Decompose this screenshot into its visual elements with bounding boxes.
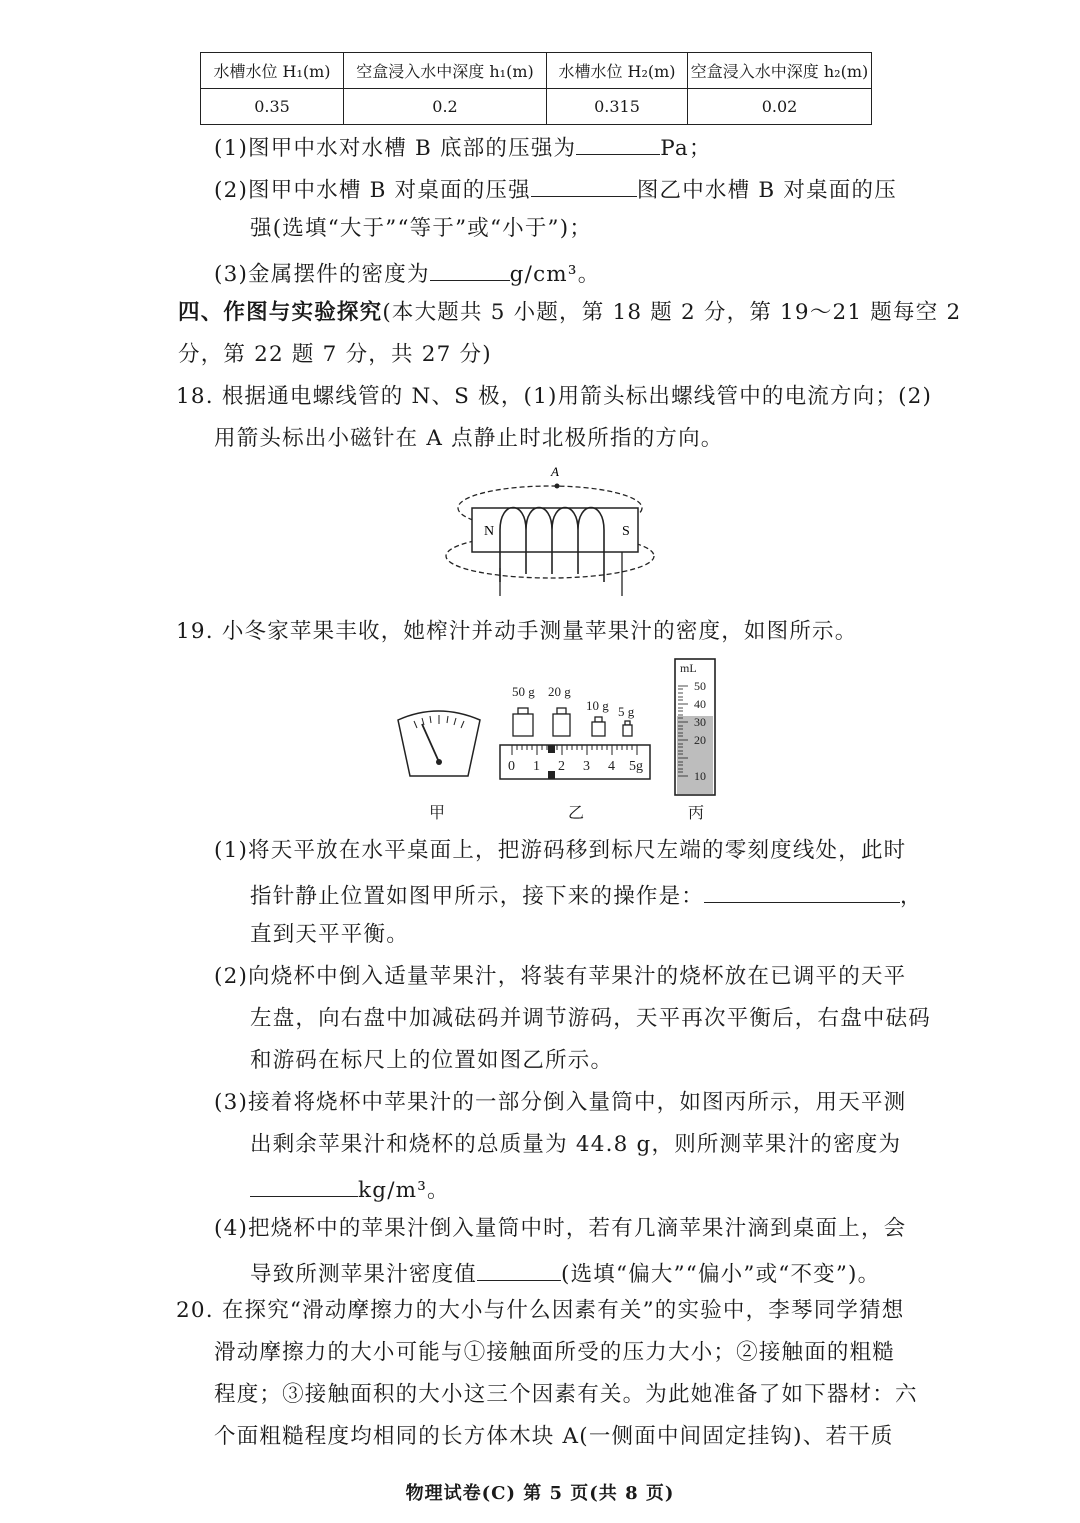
q19-part4-line1: (4)把烧杯中的苹果汁倒入量筒中时，若有几滴苹果汁滴到桌面上，会 [214,1216,907,1241]
solenoid-figure [440,460,660,600]
q19-part1-line2 [250,878,923,912]
q19-part3-line3 [250,1172,450,1206]
cylinder-tick-label: 50 [694,679,706,693]
table-header: 水槽水位 H₂(m) [547,53,688,89]
s-pole-label: S [622,524,630,539]
table-cell: 0.315 [547,89,688,125]
ruler-tick-label: 5g [629,759,643,774]
section-title: 四、作图与实验探究 [178,300,383,325]
q17-part3-text: (3)金属摆件的密度为 [214,262,430,287]
q20-line2: 滑动摩擦力的大小可能与①接触面所受的压力大小；②接触面的粗糙 [214,1340,896,1365]
q17-part2 [214,172,897,206]
q17-part2-cont: 强(选填“大于”“等于”或“小于”)； [250,216,593,241]
table-header: 空盒浸入水中深度 h₂(m) [688,53,872,89]
cylinder-tick-label: 20 [694,733,706,747]
q19-intro: 19. 小冬家苹果丰收，她榨汁并动手测量苹果汁的密度，如图所示。 [176,619,858,644]
q17-part1-unit: Pa； [660,136,712,161]
ruler-tick-label: 2 [558,759,565,774]
section-header [178,298,961,328]
table-cell: 0.02 [688,89,872,125]
q19-part3-unit: kg/m³。 [358,1178,450,1203]
table-cell: 0.2 [344,89,547,125]
section-desc-cont: 分，第 22 题 7 分，共 27 分) [178,342,492,367]
weight-10g-knob [595,717,602,722]
cylinder-tick-label: 40 [694,697,706,711]
fig-label-jia: 甲 [429,803,446,822]
q19-part1-text: 指针静止位置如图甲所示，接下来的操作是： [250,884,705,909]
q19-part1-line3: 直到天平平衡。 [250,922,409,947]
balance-pointer-figure [388,700,488,780]
q19-part4-line2 [250,1256,880,1290]
weight-50g [513,714,533,736]
q17-part2-text: (2)图甲中水槽 B 对桌面的压强 [214,178,531,203]
cylinder-tick-label: 10 [694,769,706,783]
weight-label-20g: 20 g [548,684,571,699]
weight-10g [592,722,605,736]
q19-part3-line2: 出剩余苹果汁和烧杯的总质量为 44.8 g，则所测苹果汁的密度为 [250,1132,902,1157]
table-header: 空盒浸入水中深度 h₁(m) [344,53,547,89]
q17-part3 [214,256,600,290]
scale-ruler [500,745,650,779]
q17-part1-text: (1)图甲中水对水槽 B 底部的压强为 [214,136,577,161]
weight-label-5g: 5 g [618,704,635,719]
table-header: 水槽水位 H₁(m) [201,53,344,89]
answer-blank[interactable] [250,1172,358,1197]
rider-top [548,745,555,753]
q20-line3: 程度；③接触面积的大小这三个因素有关。为此她准备了如下器材：六 [214,1382,918,1407]
data-table [200,52,872,125]
answer-blank[interactable] [531,172,637,197]
answer-blank[interactable] [576,130,660,155]
q19-part3-line1: (3)接着将烧杯中苹果汁的一部分倒入量筒中，如图丙所示，用天平测 [214,1090,907,1115]
weight-50g-knob [518,708,528,714]
point-a-label: A [551,464,559,479]
point-a [555,484,560,489]
fig-label-bing: 丙 [688,803,705,822]
q20-line1: 20. 在探究“滑动摩擦力的大小与什么因素有关”的实验中，李琴同学猜想 [176,1298,905,1323]
answer-blank[interactable] [430,256,510,281]
weight-5g [623,725,632,736]
table-header-row [201,53,872,89]
cylinder-unit: mL [680,661,697,675]
pointer-pivot [436,759,442,765]
weight-20g [553,714,570,736]
answer-blank[interactable] [477,1256,561,1281]
table-row [201,89,872,125]
weight-label-10g: 10 g [586,698,609,713]
q19-part2-line1: (2)向烧杯中倒入适量苹果汁，将装有苹果汁的烧杯放在已调平的天平 [214,964,907,989]
q18-line2: 用箭头标出小磁针在 A 点静止时北极所指的方向。 [214,426,724,451]
q19-part2-line2: 左盘，向右盘中加减砝码并调节游码，天平再次平衡后，右盘中砝码 [250,1006,932,1031]
fig-label-yi: 乙 [568,803,585,822]
ruler-tick-label: 1 [533,759,540,774]
q17-part2-text-b: 图乙中水槽 B 对桌面的压 [636,178,897,203]
weights [513,708,632,736]
page-footer: 物理试卷(C) 第 5 页(共 8 页) [405,1483,675,1504]
weights-ruler-figure [496,680,656,786]
ruler-tick-label: 4 [608,759,615,774]
n-pole-label: N [484,524,495,539]
q20-line4: 个面粗糙程度均相同的长方体木块 A(一侧面中间固定挂钩)、若干质 [214,1424,894,1449]
ruler-tick-label: 0 [508,759,515,774]
section-desc: (本大题共 5 小题，第 18 题 2 分，第 19～21 题每空 2 [382,300,962,325]
weight-20g-knob [557,708,566,714]
q17-part1 [214,130,712,164]
answer-blank[interactable] [704,878,900,903]
q19-part4-text-b: (选填“偏大”“偏小”或“不变”)。 [561,1262,881,1287]
q19-part2-line3: 和游码在标尺上的位置如图乙所示。 [250,1048,614,1073]
q19-part1-line1: (1)将天平放在水平桌面上，把游码移到标尺左端的零刻度线处，此时 [214,838,907,863]
q18-line1: 18. 根据通电螺线管的 N、S 极，(1)用箭头标出螺线管中的电流方向；(2) [176,384,933,409]
weight-label-50g: 50 g [512,684,535,699]
q19-part4-text: 导致所测苹果汁密度值 [250,1262,478,1287]
cylinder-tick-label: 30 [694,715,706,729]
ruler-tick-label: 3 [583,759,590,774]
rider-bottom [548,771,555,779]
graduated-cylinder [672,656,720,798]
table-cell: 0.35 [201,89,344,125]
q17-part3-unit: g/cm³。 [509,262,601,287]
q19-part1-comma: ， [900,884,923,909]
